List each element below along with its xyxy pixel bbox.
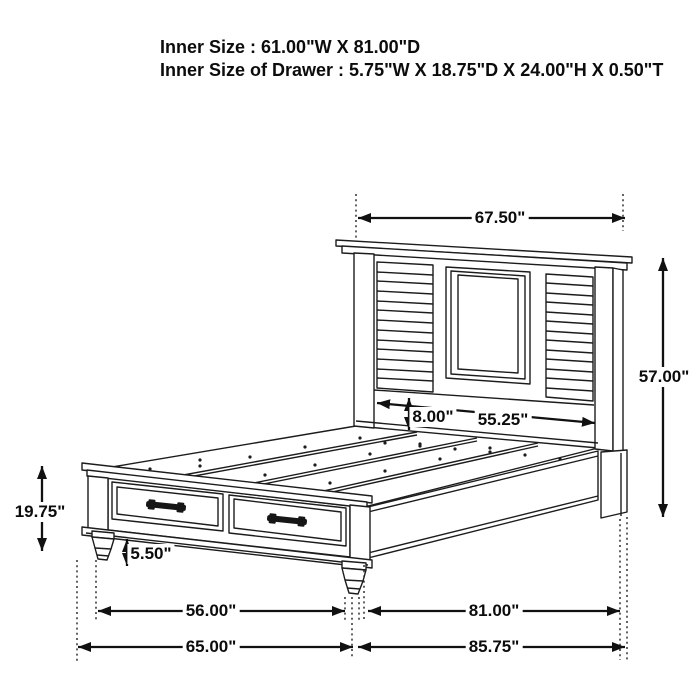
bun-foot-left <box>92 531 114 560</box>
headboard-right-post <box>595 267 613 451</box>
headboard-left-post <box>354 253 374 428</box>
drawer-size-line: Inner Size of Drawer : 5.75"W X 18.75"D X 24.00"H X 0.50"T <box>160 60 664 80</box>
label-footboard-height: 19.75" <box>12 502 69 522</box>
label-overall-height: 57.00" <box>636 367 693 387</box>
bun-foot-right <box>342 561 366 594</box>
label-footboard-inner-width: 56.00" <box>183 601 240 621</box>
headboard-right-leg <box>601 450 627 518</box>
label-overall-length: 85.75" <box>466 637 523 657</box>
label-rail-length: 81.00" <box>466 601 523 621</box>
headboard-right-post-side <box>613 268 623 453</box>
footboard-right-post <box>350 505 370 563</box>
label-foot-height: 5.50" <box>127 544 174 564</box>
footboard-left-post <box>88 476 108 531</box>
label-footboard-width: 65.00" <box>183 637 240 657</box>
label-rail-height: 8.00" <box>409 407 456 427</box>
inner-size-line: Inner Size : 61.00"W X 81.00"D <box>160 37 421 57</box>
label-headboard-inner-width: 55.25" <box>475 410 532 430</box>
label-headboard-width: 67.50" <box>472 208 529 228</box>
mirror-glass <box>458 275 518 373</box>
